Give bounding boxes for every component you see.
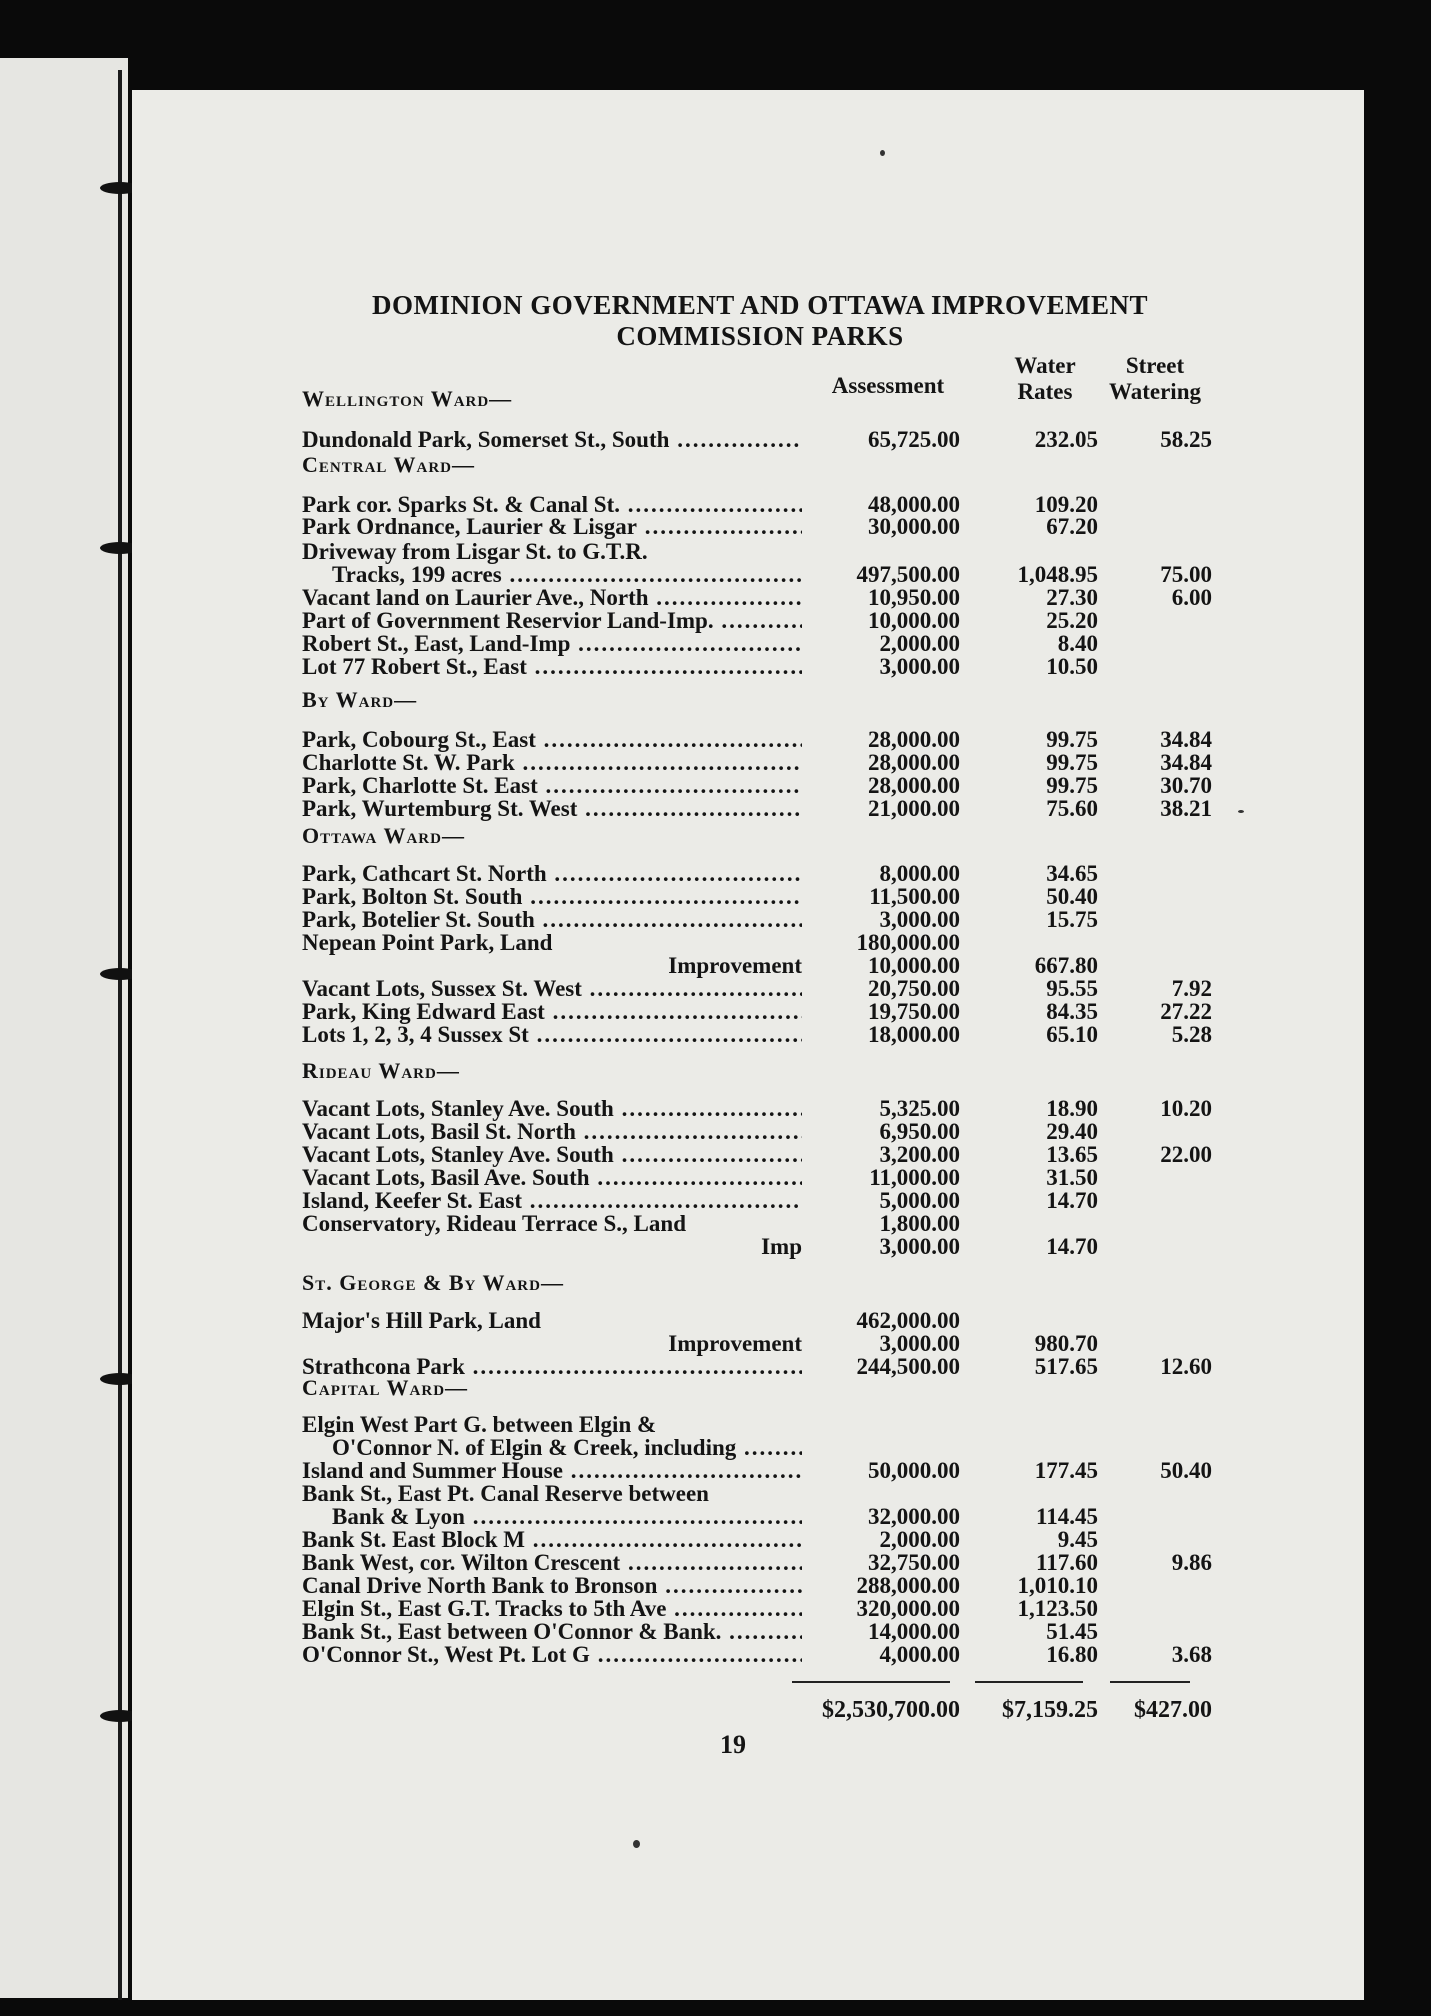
row-label: Vacant Lots, Basil Ave. South ..... — [302, 1166, 802, 1190]
row-label: Park, King Edward East ..... — [302, 1000, 802, 1024]
table-row — [302, 1023, 1212, 1047]
table-row — [302, 1189, 1212, 1213]
water-rates-value: 980.70 — [1034, 1331, 1098, 1356]
assessment-value: 28,000.00 — [868, 727, 960, 752]
assessment-value: 30,000.00 — [868, 514, 960, 539]
ward-heading-wellington: Wellington Ward— — [302, 386, 513, 411]
row-label: Canal Drive North Bank to Bronson ..... — [302, 1574, 802, 1598]
table-row — [302, 908, 1212, 932]
water-rates-value: 99.75 — [1046, 727, 1098, 752]
table-row — [302, 728, 1212, 752]
assessment-value: 19,750.00 — [868, 999, 960, 1024]
table-row — [302, 1166, 1212, 1190]
row-label: Park, Cathcart St. North ..... — [302, 862, 802, 886]
table-row — [302, 655, 1212, 679]
totals-row — [302, 1698, 1212, 1722]
water-rates-value: 16.80 — [1046, 1642, 1098, 1667]
street-watering-value: 9.86 — [1171, 1550, 1212, 1575]
water-rates-value: 99.75 — [1046, 750, 1098, 775]
column-header-water-line2: Rates — [1017, 379, 1073, 404]
water-rates-value: 9.45 — [1057, 1527, 1098, 1552]
street-watering-value: 50.40 — [1160, 1458, 1212, 1483]
table-row — [302, 1212, 1212, 1236]
assessment-value: 3,000.00 — [879, 1331, 960, 1356]
water-rates-value: 14.70 — [1046, 1234, 1098, 1259]
table-row — [302, 1597, 1212, 1621]
row-label: Part of Government Reservior Land-Imp. ..... — [302, 609, 802, 633]
assessment-value: 288,000.00 — [856, 1573, 960, 1598]
water-rates-value: 67.20 — [1046, 514, 1098, 539]
ward-heading-central: Central Ward— — [302, 452, 475, 477]
assessment-value: 10,000.00 — [868, 953, 960, 978]
table-row — [302, 977, 1212, 1001]
row-label: Vacant Lots, Sussex St. West ..... — [302, 977, 802, 1001]
ward-heading-by: By Ward— — [302, 687, 418, 712]
water-rates-value: 34.65 — [1046, 861, 1098, 886]
row-label: Vacant Lots, Stanley Ave. South ..... — [302, 1143, 802, 1167]
table-row — [302, 632, 1212, 656]
row-label: Park, Charlotte St. East ..... — [302, 774, 802, 798]
column-header-assessment: Assessment — [831, 373, 945, 398]
table-row — [302, 1505, 1212, 1529]
water-rates-value: 114.45 — [1036, 1504, 1098, 1529]
water-rates-value: 667.80 — [1034, 953, 1098, 978]
assessment-value: 497,500.00 — [856, 562, 960, 587]
row-label: Dundonald Park, Somerset St., South ..... — [302, 428, 802, 452]
table-row — [302, 1000, 1212, 1024]
water-rates-value: 117.60 — [1036, 1550, 1098, 1575]
assessment-value: 10,000.00 — [868, 608, 960, 633]
assessment-value: 244,500.00 — [856, 1354, 960, 1379]
assessment-value: 10,950.00 — [868, 585, 960, 610]
row-label: Bank St., East Pt. Canal Reserve between — [302, 1482, 709, 1506]
street-watering-value: 22.00 — [1160, 1142, 1212, 1167]
row-label: Driveway from Lisgar St. to G.T.R. — [302, 540, 648, 564]
street-watering-value: 27.22 — [1160, 999, 1212, 1024]
table-row — [302, 1309, 1212, 1333]
row-label: Lots 1, 2, 3, 4 Sussex St ..... — [302, 1023, 802, 1047]
street-watering-value: 12.60 — [1160, 1354, 1212, 1379]
row-label: Robert St., East, Land-Imp ..... — [302, 632, 802, 656]
row-label: Improvement — [668, 954, 802, 978]
table-row — [302, 931, 1212, 955]
title-line-2: COMMISSION PARKS — [616, 321, 904, 351]
total-rule-street — [1110, 1681, 1190, 1683]
assessment-value: 11,000.00 — [869, 1165, 960, 1190]
table-row — [302, 540, 1212, 564]
table-row — [302, 1551, 1212, 1575]
row-label: Charlotte St. W. Park ..... — [302, 751, 802, 775]
water-rates-value: 95.55 — [1046, 976, 1098, 1001]
table-row — [302, 1574, 1212, 1598]
water-rates-value: 517.65 — [1034, 1354, 1098, 1379]
page-title — [330, 290, 1190, 352]
table-row — [302, 1436, 1212, 1460]
table-row — [302, 862, 1212, 886]
assessment-value: 180,000.00 — [856, 930, 960, 955]
water-rates-value: 18.90 — [1046, 1096, 1098, 1121]
street-watering-value: 75.00 — [1160, 562, 1212, 587]
page-speck — [1238, 810, 1244, 813]
table-row — [302, 1235, 1212, 1259]
column-header-street-watering — [1095, 353, 1215, 405]
table-row — [302, 1620, 1212, 1644]
street-watering-value: 34.84 — [1160, 727, 1212, 752]
water-rates-value: 1,048.95 — [1017, 562, 1098, 587]
street-watering-value: 3.68 — [1171, 1642, 1212, 1667]
page-number: 19 — [720, 1730, 746, 1759]
table-row — [302, 797, 1212, 821]
row-label: Park cor. Sparks St. & Canal St. ..... — [302, 493, 802, 517]
table-row — [302, 609, 1212, 633]
assessment-value: 5,325.00 — [879, 1096, 960, 1121]
total-street-watering: $427.00 — [1134, 1697, 1212, 1723]
row-label: Vacant Lots, Basil St. North ..... — [302, 1120, 802, 1144]
table-row — [302, 563, 1212, 587]
table-row — [302, 954, 1212, 978]
assessment-value: 65,725.00 — [868, 427, 960, 452]
row-label: Bank West, cor. Wilton Crescent ..... — [302, 1551, 802, 1575]
table-row — [302, 515, 1212, 539]
assessment-value: 2,000.00 — [879, 631, 960, 656]
table-row — [302, 428, 1212, 452]
assessment-value: 1,800.00 — [879, 1211, 960, 1236]
row-label: Nepean Point Park, Land — [302, 931, 553, 955]
water-rates-value: 27.30 — [1046, 585, 1098, 610]
row-label: Imp — [761, 1235, 802, 1259]
ward-heading-st-george: St. George & By Ward— — [302, 1270, 564, 1295]
assessment-value: 32,000.00 — [868, 1504, 960, 1529]
assessment-value: 28,000.00 — [868, 750, 960, 775]
water-rates-value: 177.45 — [1034, 1458, 1098, 1483]
street-watering-value: 30.70 — [1160, 773, 1212, 798]
row-label: Elgin St., East G.T. Tracks to 5th Ave ..... — [302, 1597, 802, 1621]
table-row — [302, 1355, 1212, 1379]
row-label: Island and Summer House ..... — [302, 1459, 802, 1483]
assessment-value: 50,000.00 — [868, 1458, 960, 1483]
row-label: Park, Cobourg St., East ..... — [302, 728, 802, 752]
row-label: Bank & Lyon ..... — [332, 1505, 802, 1529]
street-watering-value: 58.25 — [1160, 427, 1212, 452]
ward-heading-capital: Capital Ward— — [302, 1375, 469, 1400]
row-label: Vacant Lots, Stanley Ave. South ..... — [302, 1097, 802, 1121]
total-rule-assessment — [792, 1681, 950, 1683]
assessment-value: 20,750.00 — [868, 976, 960, 1001]
assessment-value: 21,000.00 — [868, 796, 960, 821]
column-header-water-rates — [995, 353, 1095, 405]
column-header-street-line2: Watering — [1109, 379, 1201, 404]
assessment-value: 3,200.00 — [879, 1142, 960, 1167]
assessment-value: 28,000.00 — [868, 773, 960, 798]
assessment-value: 3,000.00 — [879, 907, 960, 932]
water-rates-value: 232.05 — [1034, 427, 1098, 452]
assessment-value: 11,500.00 — [869, 884, 960, 909]
table-row — [302, 885, 1212, 909]
assessment-value: 6,950.00 — [879, 1119, 960, 1144]
street-watering-value: 10.20 — [1160, 1096, 1212, 1121]
column-header-street-line1: Street — [1125, 353, 1185, 378]
street-watering-value: 34.84 — [1160, 750, 1212, 775]
assessment-value: 32,750.00 — [868, 1550, 960, 1575]
row-label: O'Connor N. of Elgin & Creek, including ..... — [332, 1436, 802, 1460]
table-row — [302, 751, 1212, 775]
table-row — [302, 1143, 1212, 1167]
total-water-rates: $7,159.25 — [1002, 1697, 1098, 1723]
water-rates-value: 75.60 — [1046, 796, 1098, 821]
row-label: Improvement — [668, 1332, 802, 1356]
row-label: Bank St., East between O'Connor & Bank. ..... — [302, 1620, 802, 1644]
table-row — [302, 1459, 1212, 1483]
row-label: Tracks, 199 acres ..... — [332, 563, 802, 587]
assessment-value: 48,000.00 — [868, 492, 960, 517]
row-label: Park, Bolton St. South ..... — [302, 885, 802, 909]
total-assessment: $2,530,700.00 — [822, 1697, 960, 1723]
row-label: O'Connor St., West Pt. Lot G ..... — [302, 1643, 802, 1667]
row-label: Island, Keefer St. East ..... — [302, 1189, 802, 1213]
assessment-value: 5,000.00 — [879, 1188, 960, 1213]
water-rates-value: 1,123.50 — [1017, 1596, 1098, 1621]
table-row — [302, 1332, 1212, 1356]
ward-heading-rideau: Rideau Ward— — [302, 1058, 460, 1083]
row-label: Major's Hill Park, Land — [302, 1309, 541, 1333]
table-row — [302, 1528, 1212, 1552]
street-watering-value: 38.21 — [1160, 796, 1212, 821]
water-rates-value: 13.65 — [1046, 1142, 1098, 1167]
assessment-value: 3,000.00 — [879, 1234, 960, 1259]
assessment-value: 462,000.00 — [856, 1308, 960, 1333]
water-rates-value: 25.20 — [1046, 608, 1098, 633]
assessment-value: 320,000.00 — [856, 1596, 960, 1621]
table-row — [302, 586, 1212, 610]
assessment-value: 18,000.00 — [868, 1022, 960, 1047]
row-label: Vacant land on Laurier Ave., North ..... — [302, 586, 802, 610]
page-speck — [633, 1840, 640, 1848]
water-rates-value: 65.10 — [1046, 1022, 1098, 1047]
water-rates-value: 10.50 — [1046, 654, 1098, 679]
water-rates-value: 99.75 — [1046, 773, 1098, 798]
water-rates-value: 15.75 — [1046, 907, 1098, 932]
total-rule-water — [975, 1681, 1083, 1683]
table-row — [302, 1097, 1212, 1121]
assessment-value: 14,000.00 — [868, 1619, 960, 1644]
row-label: Bank St. East Block M ..... — [302, 1528, 802, 1552]
title-line-1: DOMINION GOVERNMENT AND OTTAWA IMPROVEMENT — [371, 290, 1149, 320]
water-rates-value: 109.20 — [1034, 492, 1098, 517]
column-header-water-line1: Water — [1014, 353, 1076, 378]
row-label: Elgin West Part G. between Elgin & — [302, 1413, 657, 1437]
previous-page-edge — [0, 58, 128, 1998]
water-rates-value: 14.70 — [1046, 1188, 1098, 1213]
water-rates-value: 29.40 — [1046, 1119, 1098, 1144]
water-rates-value: 1,010.10 — [1017, 1573, 1098, 1598]
table-row — [302, 1643, 1212, 1667]
ward-heading-ottawa: Ottawa Ward— — [302, 823, 465, 848]
row-label: Park, Wurtemburg St. West ..... — [302, 797, 802, 821]
assessment-value: 2,000.00 — [879, 1527, 960, 1552]
row-label: Conservatory, Rideau Terrace S., Land — [302, 1212, 686, 1236]
page-speck — [880, 150, 885, 156]
table-row — [302, 1482, 1212, 1506]
assessment-value: 3,000.00 — [879, 654, 960, 679]
table-row — [302, 774, 1212, 798]
row-label: Lot 77 Robert St., East ..... — [302, 655, 802, 679]
water-rates-value: 31.50 — [1046, 1165, 1098, 1190]
table-row — [302, 1413, 1212, 1437]
water-rates-value: 84.35 — [1046, 999, 1098, 1024]
assessment-value: 8,000.00 — [879, 861, 960, 886]
street-watering-value: 6.00 — [1171, 585, 1212, 610]
row-label: Park, Botelier St. South ..... — [302, 908, 802, 932]
table-row — [302, 1120, 1212, 1144]
street-watering-value: 7.92 — [1171, 976, 1212, 1001]
water-rates-value: 50.40 — [1046, 884, 1098, 909]
street-watering-value: 5.28 — [1171, 1022, 1212, 1047]
row-label: Park Ordnance, Laurier & Lisgar ..... — [302, 515, 802, 539]
water-rates-value: 51.45 — [1046, 1619, 1098, 1644]
assessment-value: 4,000.00 — [879, 1642, 960, 1667]
row-label: Strathcona Park ..... — [302, 1355, 802, 1379]
water-rates-value: 8.40 — [1057, 631, 1098, 656]
